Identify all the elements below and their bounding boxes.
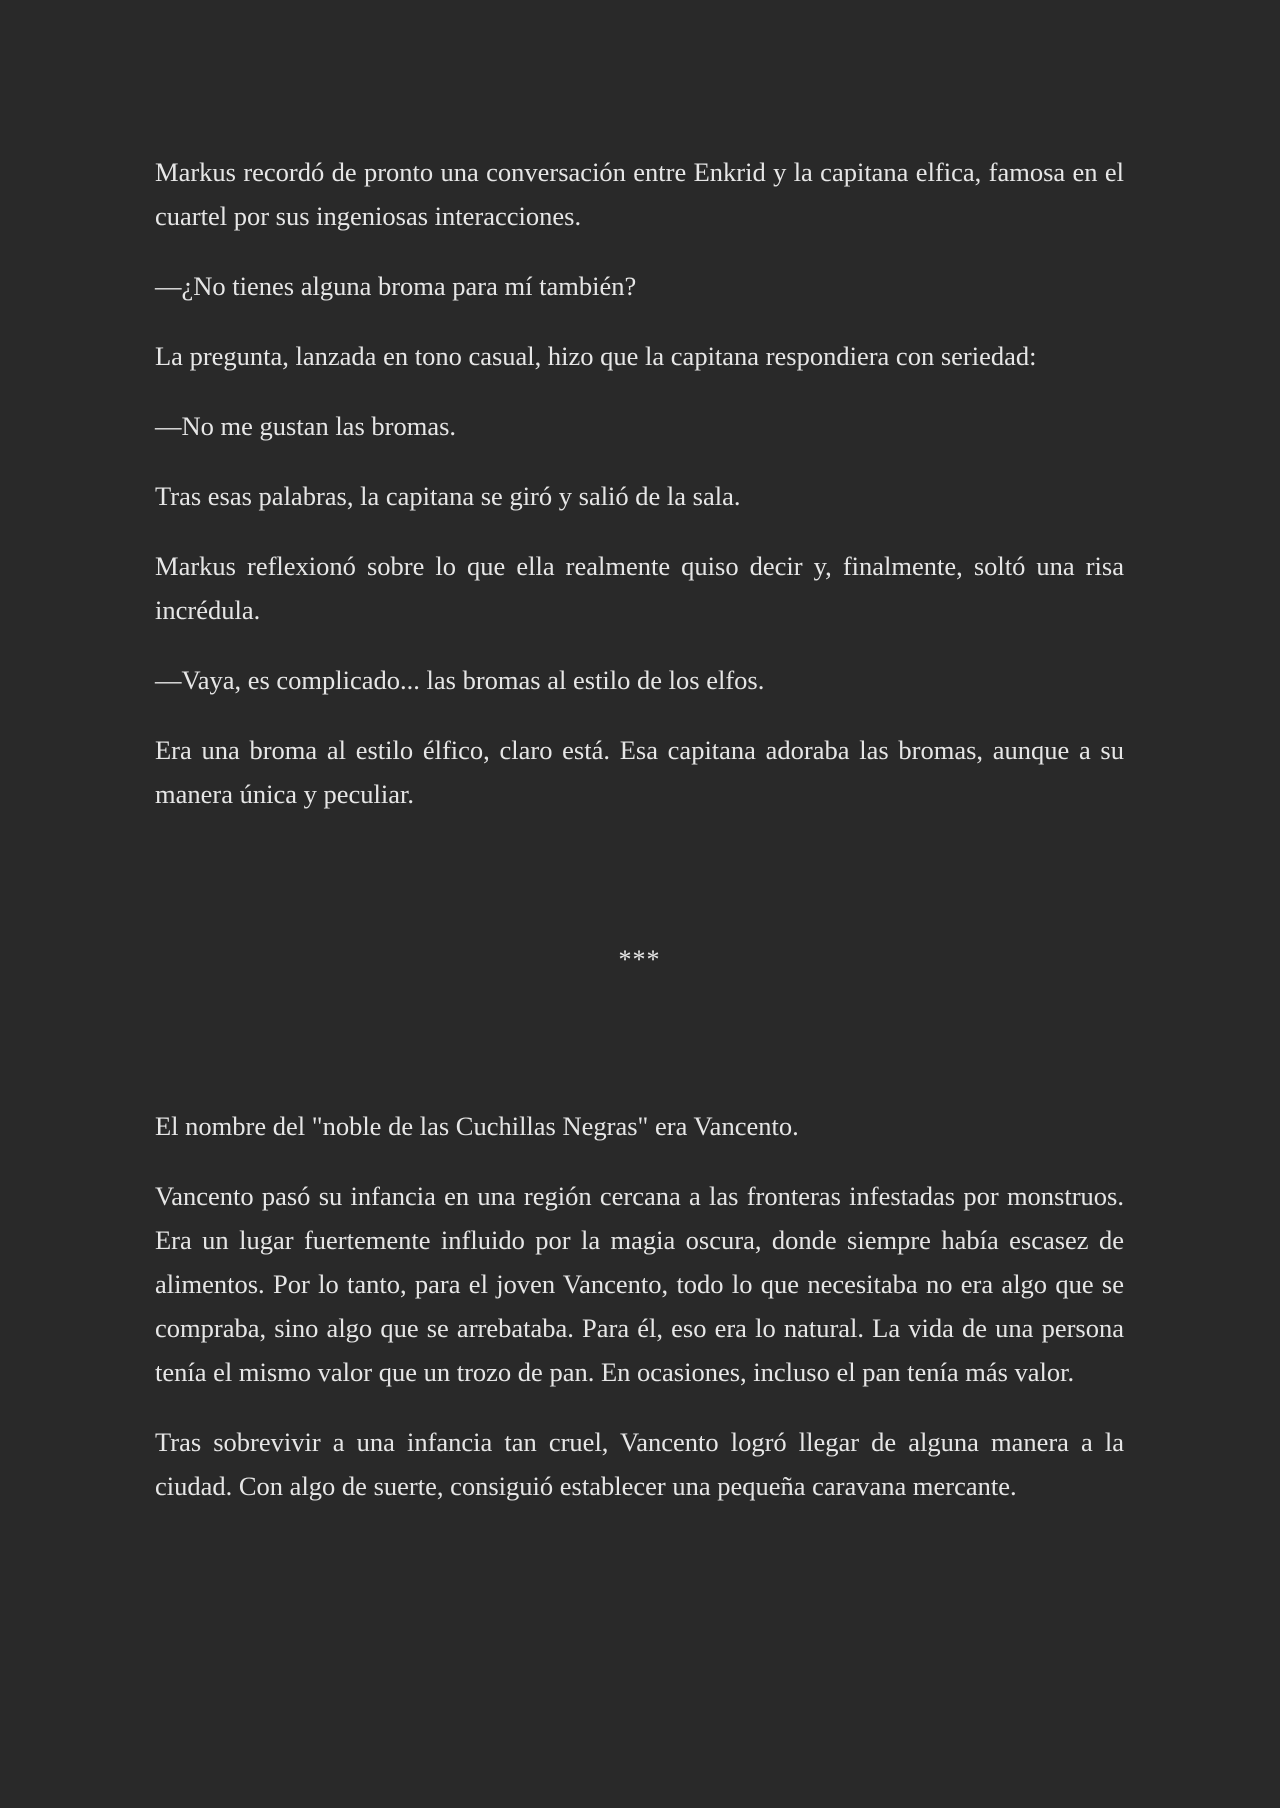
text-section-1 [155,150,1124,816]
scene-break-divider: *** [618,945,661,974]
paragraph: La pregunta, lanzada en tono casual, hizo que la capitana respondiera con seriedad: [155,341,1037,371]
paragraph: Vancento pasó su infancia en una región cercana a las fronteras infestadas por monstruos. Era un lugar fuertemente influido por la magia oscura, donde siempre había escasez de alimentos. Por lo tanto, para el joven Vancento, todo lo que necesitaba no era algo que se compraba, sino algo que se arrebataba. Para él, eso era lo natural. La vida de una persona tenía el mismo valor que un trozo de pan. En ocasiones, incluso el pan tenía más valor. [155,1181,1124,1387]
paragraph: Tras esas palabras, la capitana se giró y salió de la sala. [155,481,741,511]
paragraph: El nombre del "noble de las Cuchillas Negras" era Vancento. [155,1111,799,1141]
paragraph: Era una broma al estilo élfico, claro está. Esa capitana adoraba las bromas, aunque a su manera única y peculiar. [155,735,1124,809]
dialogue-line: —Vaya, es complicado... las bromas al estilo de los elfos. [155,665,765,695]
paragraph: Markus recordó de pronto una conversación entre Enkrid y la capitana elfica, famosa en el cuartel por sus ingeniosas interacciones. [155,157,1124,231]
paragraph: Tras sobrevivir a una infancia tan cruel, Vancento logró llegar de alguna manera a la ciudad. Con algo de suerte, consiguió establecer una pequeña caravana mercante. [155,1427,1124,1501]
dialogue-line: —No me gustan las bromas. [155,411,457,441]
dialogue-line: —¿No tienes alguna broma para mí también? [155,271,637,301]
text-section-2 [155,1104,1124,1508]
paragraph: Markus reflexionó sobre lo que ella realmente quiso decir y, finalmente, soltó una risa incrédula. [155,551,1124,625]
